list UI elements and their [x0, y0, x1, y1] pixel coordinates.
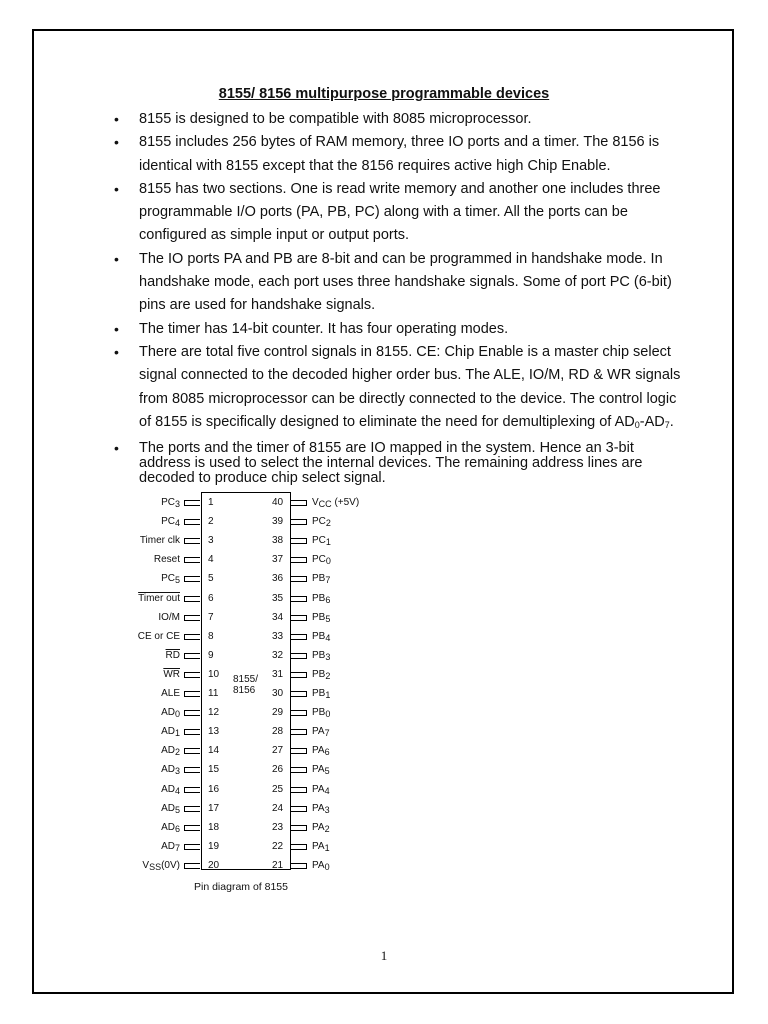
- list-item: [114, 178, 682, 248]
- pin-stub: [291, 806, 307, 812]
- pin-label-suffix: (0V): [161, 859, 180, 871]
- pin-label-subscript: 0: [325, 556, 331, 567]
- pin-number: 25: [272, 783, 284, 795]
- pin-name: [312, 745, 330, 757]
- bullet-text: The ports and the timer of 8155 are IO mapped in the system. Hence an 3-bit address is used to select the internal devices. The remaining address lines are decoded to produce chip select signal.: [139, 440, 643, 487]
- bullet-text: .: [669, 413, 674, 430]
- pin-label-text: V: [312, 497, 319, 508]
- bullet-icon: •: [114, 250, 119, 267]
- pin-stub: [291, 710, 307, 716]
- pin-stub: [291, 557, 307, 563]
- bullet-text: 8155 has two sections. One is read write memory and another one includes three programmable I/O ports (PA, PB, PC) along with a timer. All the ports can be configured as simple input or output ports.: [139, 180, 661, 244]
- pin-stub: [184, 806, 200, 812]
- pin-label-text: Timer out: [138, 592, 180, 604]
- pin-label-subscript: 2: [325, 518, 331, 529]
- pin-label-subscript: 0: [324, 861, 330, 872]
- pin-label-text: AD: [161, 707, 175, 719]
- pin-label-subscript: 1: [325, 537, 331, 548]
- pin-name: [161, 822, 180, 834]
- pin-label: [312, 803, 330, 814]
- pin-number: 10: [208, 668, 220, 680]
- pin-number: 6: [208, 592, 214, 604]
- list-item: [114, 131, 682, 178]
- pin-number: 2: [208, 516, 214, 528]
- pin-number: 19: [208, 840, 220, 852]
- pin-label-subscript: 4: [324, 785, 330, 796]
- pin-stub: [291, 615, 307, 621]
- pin-stub: [184, 844, 200, 850]
- subscript: 0: [634, 419, 640, 430]
- pin-label-text: PC: [312, 516, 326, 528]
- pin-stub: [184, 634, 200, 640]
- pin-label-subscript: 2: [174, 747, 180, 758]
- chip-label: [233, 674, 258, 696]
- pin-label-subscript: 3: [174, 766, 180, 777]
- pin-label-text: PA: [312, 821, 325, 833]
- chip-label-line: 8155/: [233, 674, 259, 685]
- pin-name: [312, 822, 330, 834]
- pin-label: [142, 860, 180, 871]
- pin-stub: [184, 863, 200, 869]
- pin-name: [161, 764, 180, 776]
- pin-name: [312, 631, 330, 643]
- pin-number: 36: [272, 573, 284, 585]
- pin-label-text: PA: [312, 783, 325, 795]
- pin-label: [161, 573, 180, 584]
- pin-number: 28: [272, 726, 284, 738]
- bullet-icon: •: [114, 320, 119, 337]
- pin-stub: [184, 653, 200, 659]
- list-item: [114, 248, 682, 318]
- pin-number: 20: [208, 859, 220, 871]
- bullet-text: -AD: [639, 413, 665, 430]
- pin-name: [312, 593, 330, 605]
- pin-label: [312, 745, 330, 756]
- pin-label-text: PA: [312, 802, 325, 814]
- pin-label-subscript: 5: [174, 804, 180, 815]
- pin-label: [161, 726, 180, 737]
- pin-stub: [184, 500, 200, 506]
- pin-label-subscript: 3: [174, 499, 180, 509]
- pin-stub: [184, 710, 200, 716]
- pin-label: [138, 631, 180, 642]
- pin-name: [312, 535, 331, 547]
- pin-label: [158, 612, 180, 623]
- pin-label: [161, 688, 180, 699]
- pin-label-subscript: 5: [174, 575, 180, 586]
- pin-number: 37: [272, 554, 284, 566]
- pin-label: [312, 516, 331, 527]
- pin-stub: [291, 576, 307, 582]
- pin-label: [312, 841, 330, 852]
- pin-stub: [184, 748, 200, 754]
- pin-label: [312, 650, 330, 661]
- pin-name: [161, 516, 180, 528]
- pin-name: [312, 497, 359, 509]
- pin-name: [138, 631, 180, 643]
- pin-label: [161, 707, 180, 718]
- pin-stub: [291, 653, 307, 659]
- pin-name: [163, 669, 180, 681]
- pin-name: [161, 497, 180, 509]
- pin-number: 12: [208, 707, 220, 719]
- pin-name: [312, 841, 330, 853]
- pin-name: [161, 803, 180, 815]
- page-number: 1: [380, 948, 388, 963]
- pin-name: [161, 841, 180, 853]
- pin-label-subscript: 1: [325, 690, 331, 700]
- list-item: [114, 441, 682, 486]
- pin-label: [161, 516, 180, 527]
- pin-stub: [291, 729, 307, 735]
- pin-stub: [291, 519, 307, 525]
- bullet-text: 8155 includes 256 bytes of RAM memory, three IO ports and a timer. The 8156 is identical with 8155 except that the 8156 requires active high Chip Enable.: [139, 134, 660, 174]
- pin-label: [166, 650, 180, 661]
- pin-number: 1: [208, 497, 214, 508]
- bullet-list: [114, 108, 682, 486]
- pin-label-text: PB: [312, 668, 326, 680]
- pin-name: [161, 688, 180, 700]
- pin-number: 39: [272, 516, 284, 528]
- pin-label: [161, 497, 180, 508]
- bullet-text: 8155 is designed to be compatible with 8085 microprocessor.: [139, 111, 532, 127]
- pin-label-text: AD: [161, 764, 175, 776]
- pin-label-text: AD: [161, 821, 175, 833]
- pin-name: [312, 573, 330, 585]
- pin-number: 13: [208, 726, 220, 738]
- pin-name: [154, 554, 180, 566]
- pin-stub: [184, 825, 200, 831]
- pin-name: [312, 612, 330, 624]
- pin-stub: [291, 825, 307, 831]
- pin-stub: [291, 844, 307, 850]
- pin-stub: [184, 538, 200, 544]
- pin-label-subscript: 2: [325, 670, 331, 681]
- pin-label-subscript: 3: [324, 804, 330, 815]
- pin-label: [312, 688, 330, 699]
- list-item: [114, 318, 682, 341]
- pin-label-text: PB: [312, 611, 326, 623]
- pin-label-suffix: (+5V): [331, 497, 360, 508]
- pin-number: 5: [208, 573, 214, 585]
- pin-name: [140, 535, 180, 547]
- pin-number: 33: [272, 630, 284, 642]
- pin-number: 15: [208, 764, 220, 776]
- pin-label-subscript: 7: [324, 728, 330, 739]
- pin-label-text: PC: [312, 535, 326, 547]
- pin-number: 26: [272, 764, 284, 776]
- pin-name: [166, 650, 180, 662]
- pin-label: [161, 764, 180, 775]
- pin-label-text: PC: [161, 516, 175, 528]
- pin-label-subscript: 5: [325, 613, 331, 624]
- pin-number: 14: [208, 745, 220, 757]
- pin-number: 38: [272, 535, 284, 547]
- pin-label-subscript: 6: [325, 594, 331, 605]
- pin-label-text: PB: [312, 630, 326, 642]
- pin-number: 17: [208, 802, 220, 814]
- pin-label-text: PA: [312, 764, 325, 776]
- pin-number: 18: [208, 821, 220, 833]
- pin-label: [161, 745, 180, 756]
- pin-label: [312, 707, 330, 718]
- pin-number: 11: [208, 688, 219, 699]
- pin-number: 16: [208, 783, 220, 795]
- pin-name: [161, 726, 180, 738]
- list-item: [114, 341, 682, 437]
- pin-name: [158, 612, 180, 624]
- pin-name: [312, 688, 330, 700]
- pin-number: 35: [272, 592, 284, 604]
- pin-number: 27: [272, 745, 284, 757]
- pin-label-text: AD: [161, 745, 175, 757]
- pin-label-subscript: 0: [325, 709, 331, 720]
- pin-label-subscript: 2: [324, 823, 330, 834]
- pin-label: [312, 860, 330, 871]
- pin-label: [161, 841, 180, 852]
- pin-label: [312, 669, 330, 680]
- pin-name: [312, 764, 330, 776]
- pin-label-text: PB: [312, 592, 326, 604]
- pin-label: [154, 554, 180, 565]
- pin-label-text: Timer clk: [139, 535, 180, 547]
- pin-number: 32: [272, 649, 284, 661]
- pin-number: 21: [272, 859, 284, 871]
- list-item: [114, 108, 682, 131]
- pin-name: [312, 650, 330, 662]
- pin-label-text: PC: [312, 554, 326, 566]
- pin-label: [312, 593, 330, 604]
- bullet-icon: •: [114, 440, 119, 457]
- pin-number: 4: [208, 554, 214, 566]
- pin-label-text: PB: [312, 573, 326, 585]
- pin-stub: [184, 787, 200, 793]
- pin-label-subscript: 3: [325, 651, 331, 662]
- pin-label-subscript: 7: [325, 575, 331, 586]
- pin-label: [312, 497, 359, 508]
- pin-number: 29: [272, 707, 284, 719]
- pin-stub: [184, 767, 200, 773]
- pin-stub: [184, 519, 200, 525]
- pin-label-subscript: 6: [174, 823, 180, 834]
- pin-label-subscript: 4: [174, 785, 180, 796]
- pin-name: [161, 745, 180, 757]
- pin-label: [312, 554, 331, 565]
- pin-stub: [184, 729, 200, 735]
- pin-number: 23: [272, 821, 284, 833]
- pin-label-text: Reset: [153, 554, 180, 566]
- pin-label: [161, 784, 180, 795]
- pin-name: [138, 593, 180, 605]
- subscript: 7: [664, 419, 670, 430]
- pin-label: [312, 535, 331, 546]
- pin-number: 31: [272, 668, 284, 680]
- pin-label-text: PA: [312, 726, 325, 738]
- pin-label: [140, 535, 180, 546]
- pin-label-subscript: 7: [174, 842, 180, 853]
- pin-label-text: IO/M: [158, 611, 180, 623]
- pin-label-text: PB: [312, 707, 326, 719]
- pin-label-text: $\overline{RD}$: [165, 649, 180, 661]
- bullet-icon: •: [114, 180, 119, 197]
- pin-label-subscript: CC: [318, 499, 332, 509]
- pin-label-subscript: 0: [174, 709, 180, 720]
- pin-name: [161, 707, 180, 719]
- pin-label-subscript: 1: [324, 842, 330, 853]
- pin-label-subscript: 4: [325, 632, 331, 643]
- pin-label-text: $\overline{WR}$: [163, 668, 180, 680]
- pin-stub: [184, 557, 200, 563]
- pin-label: [312, 822, 330, 833]
- pin-stub: [291, 500, 307, 506]
- pin-stub: [291, 596, 307, 602]
- pin-stub: [184, 691, 200, 697]
- pin-stub: [184, 672, 200, 678]
- bullet-text: The timer has 14-bit counter. It has four operating modes.: [139, 320, 509, 337]
- pin-name: [312, 860, 330, 872]
- pin-label-text: AD: [161, 726, 175, 738]
- pin-label: [161, 803, 180, 814]
- pin-label-subscript: SS: [149, 861, 162, 872]
- pin-name: [312, 516, 331, 528]
- pin-label: [163, 669, 180, 680]
- pin-label: [161, 822, 180, 833]
- pin-name: [142, 860, 180, 872]
- pin-stub: [291, 748, 307, 754]
- bullet-icon: •: [114, 111, 119, 127]
- pin-number: 22: [272, 840, 284, 852]
- pin-stub: [291, 672, 307, 678]
- pin-label-text: PC: [161, 497, 175, 508]
- pin-label-subscript: 1: [174, 728, 180, 739]
- pin-stub: [184, 615, 200, 621]
- pin-label-text: ALE: [161, 688, 180, 699]
- chip-label-line: 8156: [233, 685, 256, 696]
- pin-label-text: CE or CE: [137, 630, 180, 642]
- pin-name: [161, 784, 180, 796]
- figure-caption: Pin diagram of 8155: [194, 881, 288, 893]
- pin-label-text: V: [142, 859, 150, 871]
- bullet-icon: •: [114, 134, 119, 151]
- pin-label-text: AD: [161, 802, 175, 814]
- pin-number: 24: [272, 802, 284, 814]
- pin-label: [312, 631, 330, 642]
- pin-label-text: PA: [312, 859, 325, 871]
- pin-label: [312, 612, 330, 623]
- page-title: 8155/ 8156 multipurpose programmable devices: [218, 86, 550, 102]
- bullet-text: The IO ports PA and PB are 8-bit and can be programmed in handshake mode. In handshake mode, each port uses three handshake signals. Some of port PC (6-bit) pins are used for handshake signals.: [139, 250, 672, 314]
- pin-stub: [291, 787, 307, 793]
- pin-label: [312, 726, 330, 737]
- bullet-text: There are total five control signals in 8155. CE: Chip Enable is a master chip select signal connected to the decoded higher order bus. The ALE, IO/M, RD & WR signals from 8085 microprocessor can be directly connected to the device. The control logic of 8155 is specifically designed to eliminate the need for demultiplexing of AD: [139, 343, 681, 430]
- pin-stub: [291, 691, 307, 697]
- pin-name: [312, 784, 330, 796]
- pin-label-text: PA: [312, 840, 325, 852]
- pin-stub: [291, 538, 307, 544]
- pin-number: 30: [272, 688, 284, 699]
- pin-number: 9: [208, 649, 214, 661]
- pin-name: [312, 726, 330, 738]
- pin-label-text: PC: [161, 573, 175, 585]
- bullet-icon: •: [114, 343, 119, 360]
- pin-label-subscript: 6: [324, 747, 330, 758]
- pin-label: [312, 784, 330, 795]
- pin-stub: [291, 767, 307, 773]
- pin-name: [161, 573, 180, 585]
- pin-name: [312, 554, 331, 566]
- pin-label-text: AD: [161, 783, 175, 795]
- pin-number: 34: [272, 611, 284, 623]
- pin-label-subscript: 4: [174, 518, 180, 529]
- pin-label-text: AD: [161, 840, 175, 852]
- pin-stub: [184, 576, 200, 582]
- pin-number: 40: [272, 497, 284, 508]
- pin-number: 7: [208, 611, 214, 623]
- pin-label-text: PB: [312, 649, 326, 661]
- pin-name: [312, 803, 330, 815]
- pin-stub: [291, 634, 307, 640]
- pin-stub: [184, 596, 200, 602]
- pin-label: [312, 573, 330, 584]
- pin-name: [312, 669, 330, 681]
- pin-label: [312, 764, 330, 775]
- pin-stub: [291, 863, 307, 869]
- pin-number: 8: [208, 630, 214, 642]
- pin-number: 3: [208, 535, 214, 547]
- pin-label-text: PB: [312, 688, 326, 699]
- pin-label-text: PA: [312, 745, 325, 757]
- pin-label-subscript: 5: [324, 766, 330, 777]
- pin-name: [312, 707, 330, 719]
- pin-label: [138, 593, 180, 604]
